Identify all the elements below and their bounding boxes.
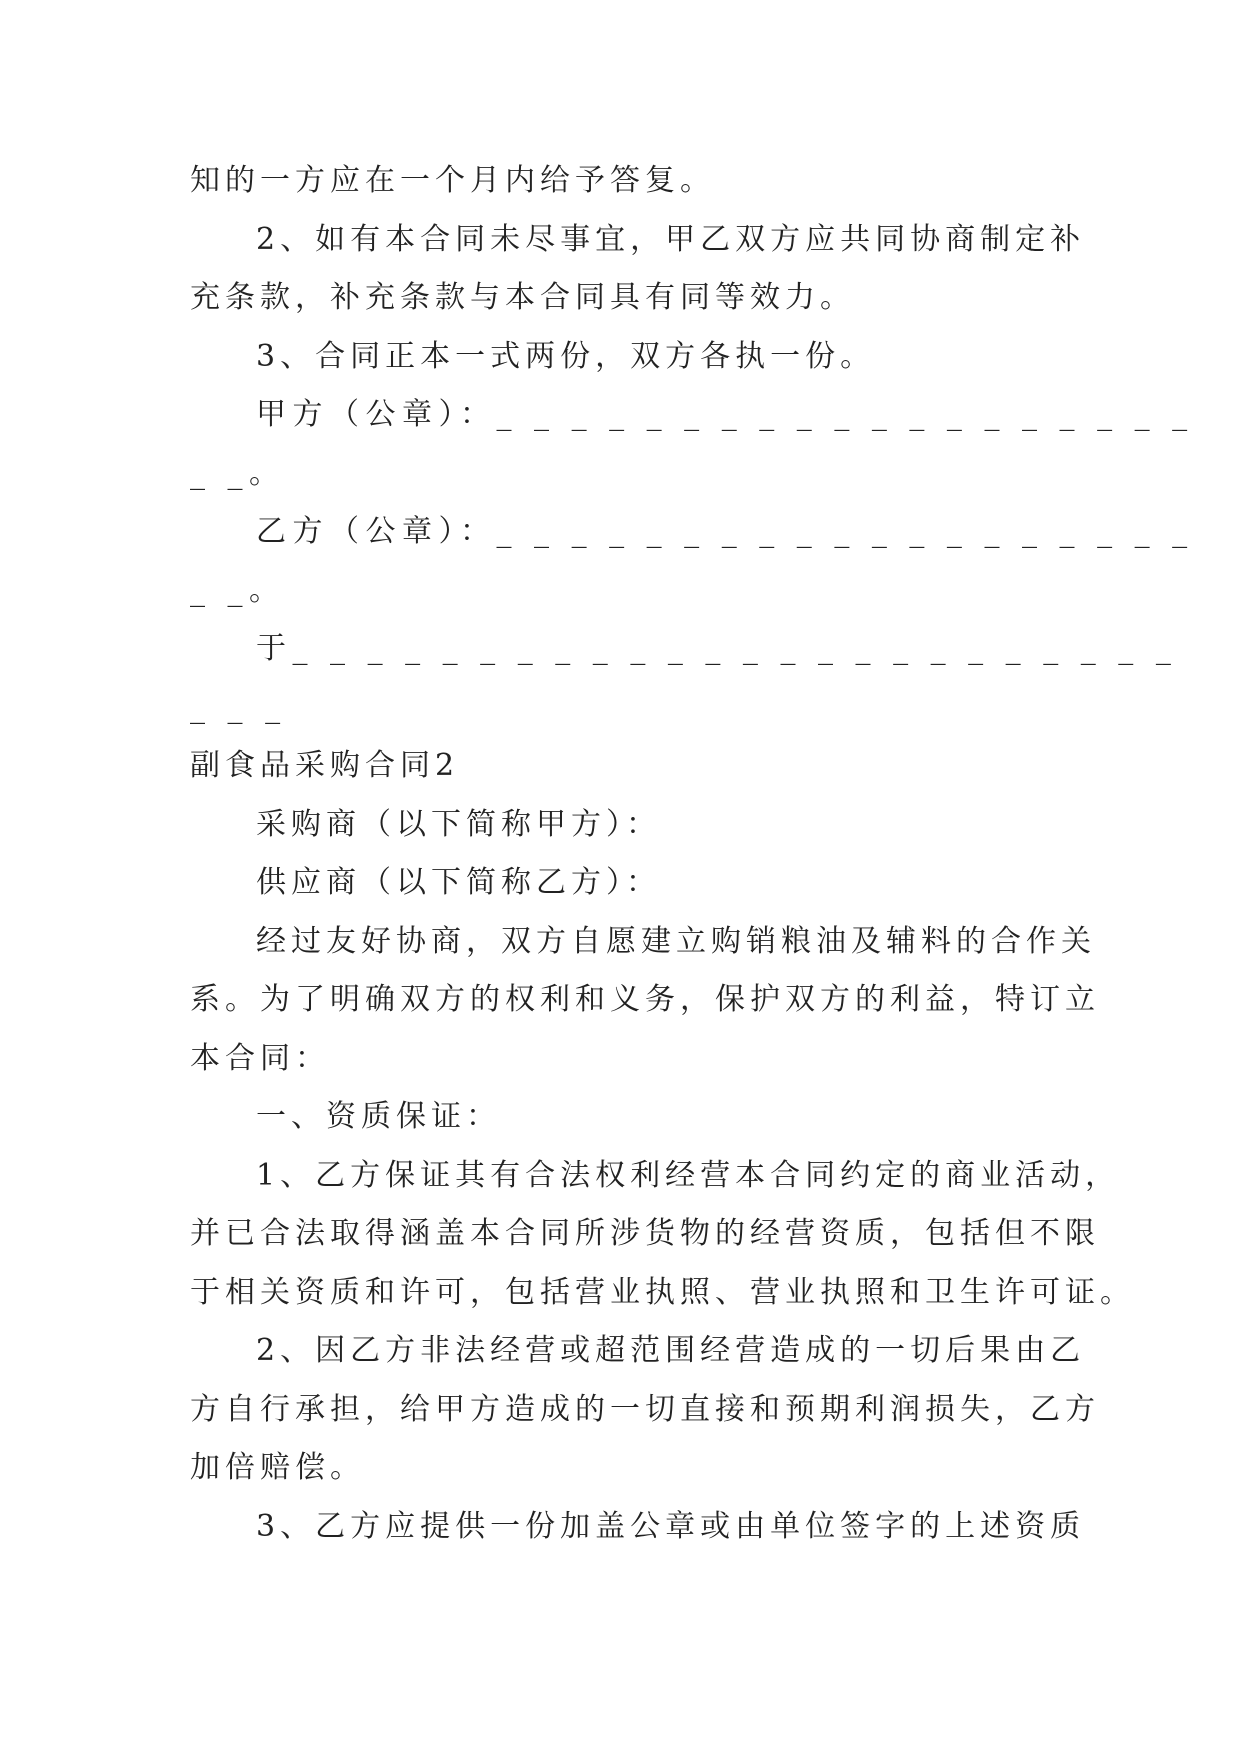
text-line: 经过友好协商，双方自愿建立购销粮油及辅料的合作关 — [256, 923, 1096, 959]
text-line: 并已合法取得涵盖本合同所涉货物的经营资质，包括但不限 — [190, 1216, 1100, 1251]
party-b-seal-line: 乙方（公章）：_ _ _ _ _ _ _ _ _ _ _ _ _ _ _ _ _ _ _ — [256, 514, 1194, 549]
text-line: 1、乙方保证其有合法权利经营本合同约定的商业活动， — [256, 1157, 1121, 1193]
text-line: 知的一方应在一个月内给予答复。 — [190, 163, 715, 198]
purchaser-line: 采购商（以下简称甲方）： — [256, 806, 661, 842]
text-line: 于相关资质和许可，包括营业执照、营业执照和卫生许可证。 — [190, 1274, 1135, 1310]
text-line: 2、因乙方非法经营或超范围经营造成的一切后果由乙 — [256, 1333, 1086, 1368]
signing-place-line-continued: _ _ _ — [190, 689, 287, 725]
party-a-seal-line-continued: _ _。 — [190, 455, 286, 491]
text-line: 2、如有本合同未尽事宜，甲乙双方应共同协商制定补 — [256, 221, 1086, 257]
text-line: 本合同： — [190, 1040, 330, 1076]
supplier-line: 供应商（以下简称乙方）： — [256, 865, 661, 900]
signing-place-line: 于_ _ _ _ _ _ _ _ _ _ _ _ _ _ _ _ _ _ _ _ _ _ _ _ — [256, 631, 1178, 666]
text-line: 充条款，补充条款与本合同具有同等效力。 — [190, 280, 855, 315]
contract-title: 副食品采购合同2 — [190, 748, 460, 783]
text-line: 加倍赔偿。 — [190, 1450, 365, 1485]
text-line: 系。为了明确双方的权利和义务，保护双方的利益，特订立 — [190, 982, 1100, 1017]
document-body — [190, 152, 1194, 1556]
party-a-seal-line: 甲方（公章）：_ _ _ _ _ _ _ _ _ _ _ _ _ _ _ _ _ _ _ — [256, 397, 1194, 432]
text-line: 3、合同正本一式两份，双方各执一份。 — [256, 338, 876, 374]
text-line: 方自行承担，给甲方造成的一切直接和预期利润损失，乙方 — [190, 1391, 1100, 1427]
section-heading: 一、资质保证： — [256, 1099, 501, 1134]
text-line: 3、乙方应提供一份加盖公章或由单位签字的上述资质 — [256, 1508, 1086, 1544]
party-b-seal-line-continued: _ _。 — [190, 572, 286, 608]
